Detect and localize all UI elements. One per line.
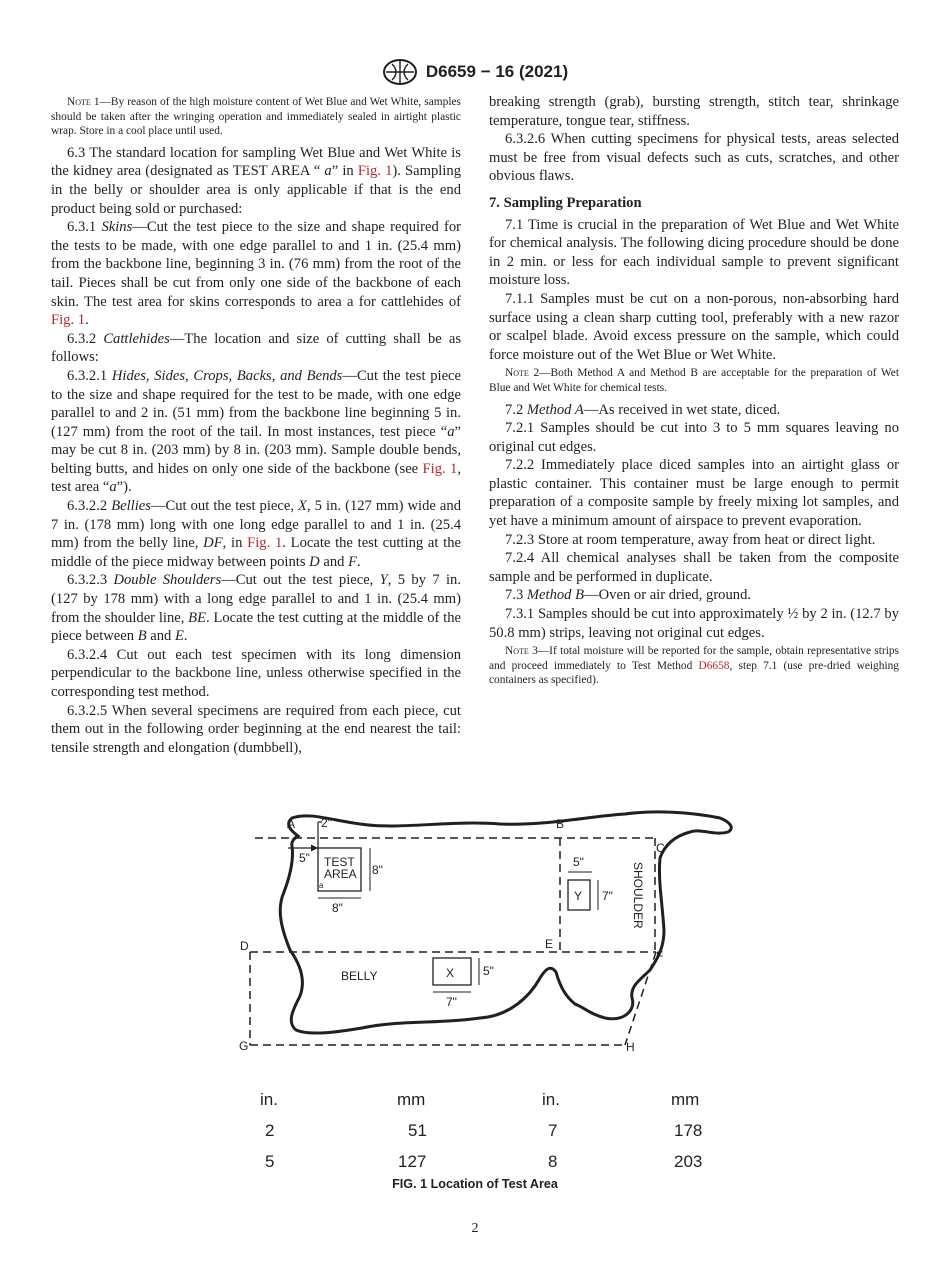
section-7-2-4: 7.2.4 All chemical analyses shall be taken from the composite sample and be performed in duplicate. <box>489 550 899 585</box>
belly-label: BELLY <box>341 969 378 983</box>
dim-5in-y: 5" <box>573 855 584 869</box>
line-fh <box>625 952 656 1045</box>
standard-designation: D6659 − 16 (2021) <box>425 62 569 81</box>
test-area-label-1: TEST <box>324 855 355 869</box>
fig-1-link[interactable]: Fig. 1 <box>422 460 458 477</box>
section-6-3-2-3: 6.3.2.3 Double Shoulders—Cut out the test piece, Y, 5 by 7 in. (127 by 178 mm) with a long edge parallel to and 1 in. (25.4 mm) from the shoulder line, BE. Locate the test cutting at the middle of the piece between B and E. <box>51 572 461 645</box>
test-area-a-letter: a <box>319 881 324 890</box>
d6658-link[interactable]: D6658 <box>698 659 730 672</box>
section-6-3: 6.3 The standard location for sampling Wet Blue and Wet White is the kidney area (designated as TEST AREA “ a” in Fig. 1). Sampling in the belly or shoulder area is only applicable if that is the end product being sold or purchased: <box>51 144 461 217</box>
section-6-3-2: 6.3.2 Cattlehides—The location and size of cutting shall be as follows: <box>51 330 461 366</box>
astm-logo-icon <box>382 58 418 86</box>
cell: 203 <box>674 1152 703 1171</box>
dim-5in-x: 5" <box>483 964 494 978</box>
page-header <box>0 58 950 86</box>
section-6-3-1: 6.3.1 Skins—Cut the test piece to the size and shape required for the tests to be made, with one edge parallel to and 1 in. (25.4 mm) from the backbone line, beginning 3 in. (76 mm) from the root of the tail. Pieces shall be cut from only one side of the backbone of each skin. The test area for skins corresponds to area a for cattlehides of Fig. 1. <box>51 219 461 329</box>
dim-8in-vertical: 8" <box>372 863 383 877</box>
cell: 51 <box>408 1121 427 1140</box>
section-6-3-2-1: 6.3.2.1 Hides, Sides, Crops, Backs, and Bends—Cut the test piece to the size and shape required for the test to be made, with one edge parallel to and 2 in. (51 mm) from the backbone line beginning 5 in. (127 mm) from the root of the tail. In most instances, test piece “a” may be cut 8 in. (203 mm) by 8 in. (203 mm). Sample double bends, belting butts, and hides on only one side of the backbone (see Fig. 1, test area “a”). <box>51 367 462 496</box>
note-2: Note 2—Both Method A and Method B are acceptable for the preparation of Wet Blue and Wet White for chemical tests. <box>489 367 899 394</box>
cell: 178 <box>674 1121 703 1140</box>
section-7-1-1: 7.1.1 Samples must be cut on a non-porous, non-absorbing hard surface using a clean sharp cutting tool, preferably with a new razor or scalpel blade. Avoid excess pressure on the sample, which could force moisture out of the Wet Blue or Wet White. <box>489 290 899 363</box>
section-7-3: 7.3 Method B—Oven or air dried, ground. <box>505 587 752 604</box>
section-7-1: 7.1 Time is crucial in the preparation of Wet Blue and Wet White for chemical analysis. The following dicing procedure should be done in 2 min. or less for each individual sample to prevent significant moisture loss. <box>489 216 899 289</box>
point-c-label: C <box>656 841 665 855</box>
point-h-label: H <box>626 1040 635 1054</box>
section-7-2: 7.2 Method A—As received in wet state, diced. <box>505 401 781 418</box>
section-7-2-2: 7.2.2 Immediately place diced samples into an airtight glass or plastic container. This container must be large enough to permit preparation of a composite sample by freely mixing lot samples, and yet have a minimum amount of airspace to prevent evaporation. <box>489 457 899 530</box>
cell: 7 <box>548 1121 558 1140</box>
figure-1-hide-diagram <box>0 800 950 1060</box>
section-7-2-1: 7.2.1 Samples should be cut into 3 to 5 mm squares leaving no original cut edges. <box>489 420 899 455</box>
left-column <box>51 93 461 757</box>
section-6-3-2-5-continued: breaking strength (grab), bursting strength, stitch tear, shrinkage temperature, tongue tear, stiffness. <box>489 94 899 129</box>
conversion-table <box>230 1090 720 1183</box>
cell: 127 <box>398 1152 427 1171</box>
test-area-x-letter: X <box>446 966 455 980</box>
dim-7in-x: 7" <box>446 995 457 1009</box>
point-d-label: D <box>240 939 249 953</box>
test-area-label-2: AREA <box>324 867 357 881</box>
test-area-y-letter: Y <box>574 889 583 903</box>
dim-5in-a: 5" <box>299 851 310 865</box>
shoulder-label: SHOULDER <box>631 862 645 929</box>
point-f-label: F <box>656 949 664 963</box>
table-row <box>230 1121 720 1152</box>
point-e-label: E <box>545 937 554 951</box>
section-6-3-2-5: 6.3.2.5 When several specimens are required from each piece, cut them out in the following order beginning at the end nearest the tail: tensile strength and elongation (dumbbell), <box>51 702 461 756</box>
section-6-3-2-6: 6.3.2.6 When cutting specimens for physical tests, areas selected must be free from visual defects such as cuts, scratches, and other obvious flaws. <box>489 131 899 185</box>
cell: 5 <box>265 1152 275 1171</box>
point-b-label: B <box>556 817 565 831</box>
table-row <box>230 1090 720 1121</box>
section-6-3-2-2: 6.3.2.2 Bellies—Cut out the test piece, X, 5 in. (127 mm) wide and 7 in. (178 mm) long with one long edge parallel to and 1 in. (25.4 mm) from the belly line, DF, in Fig. 1. Locate the test cutting at the middle of the piece midway between points D and F. <box>51 498 462 570</box>
note-1: Note 1—By reason of the high moisture content of Wet Blue and Wet White, samples should be taken after the wringing operation and immediately sealed in airtight plastic wrap. Store in a cool place until used. <box>51 96 461 138</box>
cell: 8 <box>548 1152 558 1171</box>
note-3: Note 3—If total moisture will be reported for the sample, obtain representative strips and proceed immediately to Test Method D6658, step 7.1 (use pre-dried weighing containers as specified). <box>489 645 899 687</box>
header-in-2: in. <box>542 1090 560 1109</box>
dim-8in-horizontal: 8" <box>332 901 343 915</box>
point-a-label: A <box>287 817 296 831</box>
right-column <box>489 93 899 693</box>
dim-2in: 2" <box>321 816 332 830</box>
header-mm-2: mm <box>671 1090 700 1109</box>
fig-1-link[interactable]: Fig. 1 <box>247 535 283 552</box>
fig-1-link[interactable]: Fig. 1 <box>357 163 393 180</box>
header-in-1: in. <box>260 1090 278 1109</box>
section-7-heading: 7. Sampling Preparation <box>489 194 642 211</box>
point-g-label: G <box>239 1039 249 1053</box>
dim-7in-y: 7" <box>602 889 613 903</box>
section-7-2-3: 7.2.3 Store at room temperature, away from heat or direct light. <box>505 531 876 548</box>
header-mm-1: mm <box>397 1090 426 1109</box>
fig-1-link[interactable]: Fig. 1 <box>51 312 86 329</box>
page-number: 2 <box>471 1221 479 1236</box>
section-7-3-1: 7.3.1 Samples should be cut into approximately ½ by 2 in. (12.7 by 50.8 mm) strips, leaving not original cut edges. <box>489 606 899 641</box>
cell: 2 <box>265 1121 275 1140</box>
figure-caption: FIG. 1 Location of Test Area <box>392 1177 558 1191</box>
section-6-3-2-4: 6.3.2.4 Cut out each test specimen with its long dimension perpendicular to the backbone line, unless otherwise specified in the corresponding test method. <box>51 646 461 700</box>
